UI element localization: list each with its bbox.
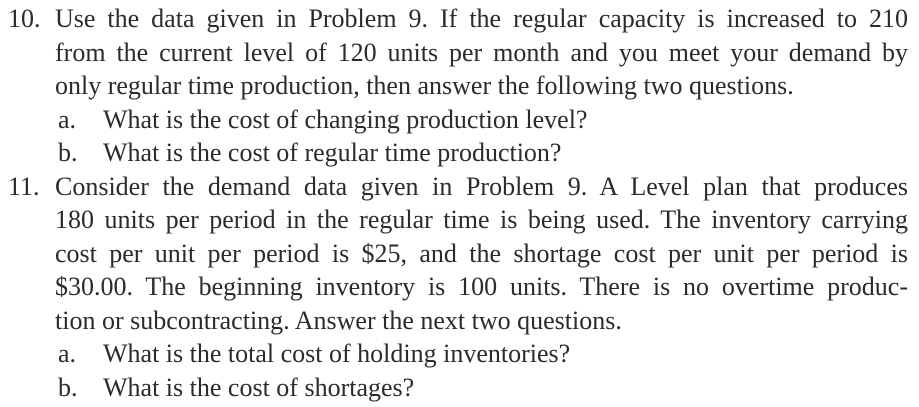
problem-10-subquestion-a [55,103,908,137]
problem-11-subquestion-a [55,337,908,371]
problem-11-line-3: cost per unit per period is $25, and the shortage cost per unit per period is [55,238,908,268]
subquestion-label: b. [58,372,78,402]
problem-11-line-4: $30.00. The beginning inventory is 100 units. There is no overtime produc- [55,272,908,301]
problem-10-subquestion-b [55,136,908,170]
subquestion-text: What is the cost of shortages? [103,372,415,402]
subquestion-text: What is the total cost of holding inventories? [103,339,571,368]
subquestion-label: a. [58,104,77,134]
problem-11 [0,170,908,405]
problem-10-body [55,2,908,170]
problem-11-line-1: Consider the demand data given in Problem 9. A Level plan that produces [55,171,908,201]
problem-10-line-1: Use the data given in Problem 9. If the regular capacity is increased to 210 [55,4,908,33]
problem-11-line-5: tion or subcontracting. Answer the next two questions. [55,305,622,335]
problem-10 [0,2,908,170]
problem-11-number: 11. [8,171,40,201]
problem-10-line-2: from the current level of 120 units per month and you meet your demand by [55,37,908,67]
problem-11-body [55,170,908,405]
problem-11-line-2: 180 units per period in the regular time is being used. The inventory carrying [55,205,908,234]
subquestion-text: What is the cost of changing production level? [103,104,588,134]
problem-10-line-3: only regular time production, then answer the following two questions. [55,71,794,100]
problem-11-subquestion-b [55,371,908,405]
subquestion-label: b. [58,138,78,167]
subquestion-label: a. [58,339,77,368]
subquestion-text: What is the cost of regular time production? [103,138,562,167]
problem-10-number: 10. [8,4,41,33]
